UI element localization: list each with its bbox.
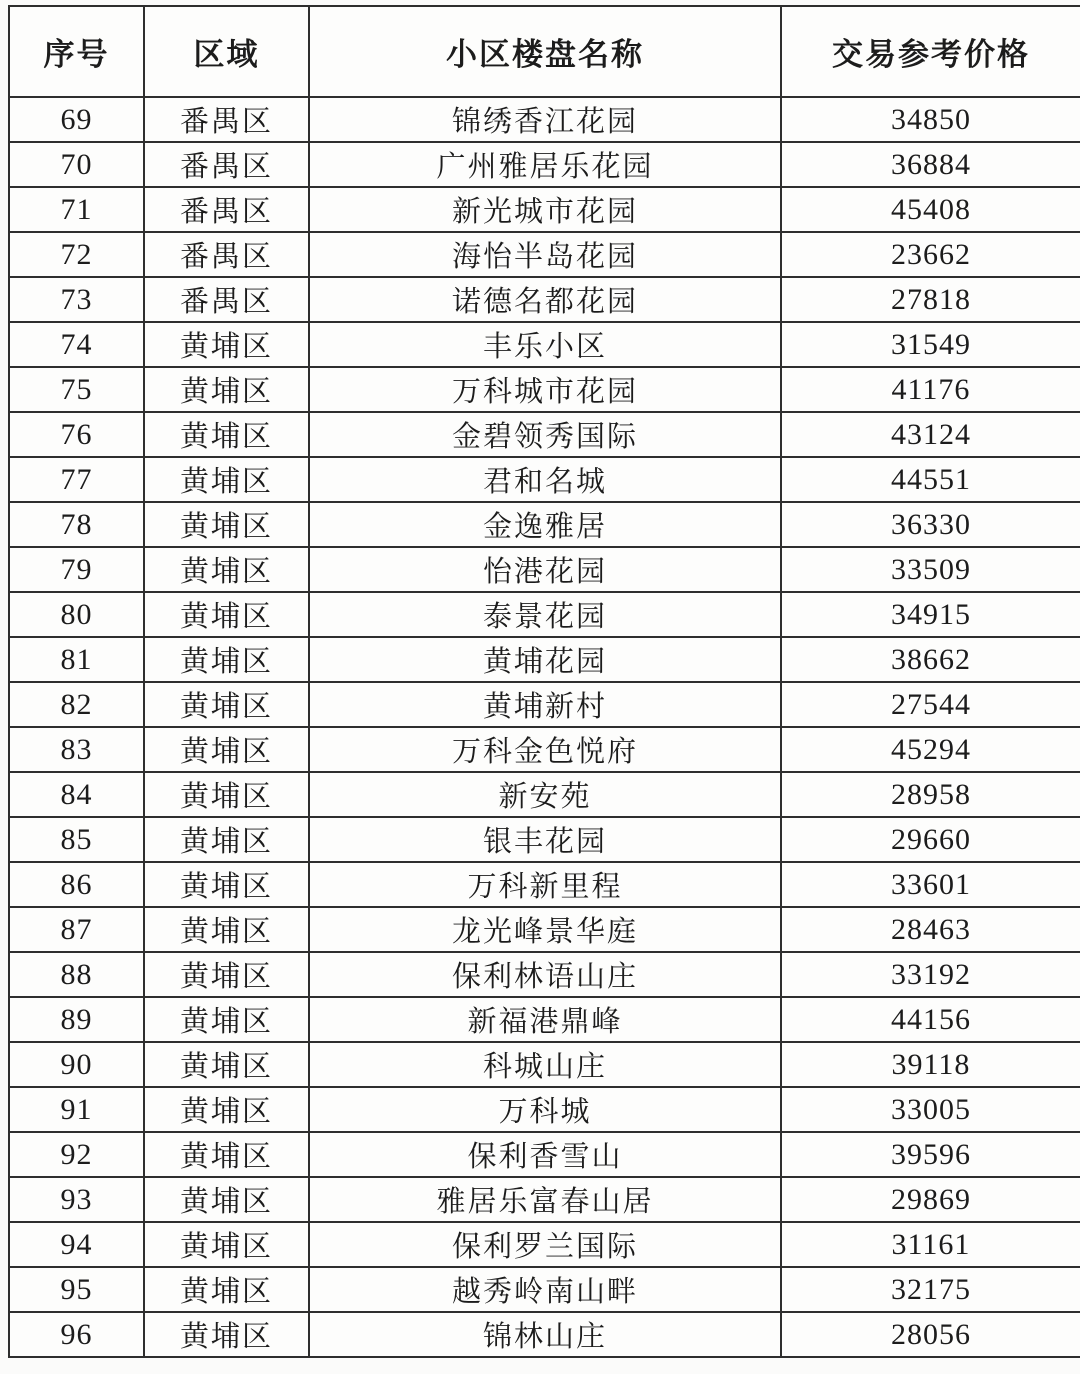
row-index-cell: 95 (9, 1267, 144, 1312)
price-cell: 28463 (781, 907, 1080, 952)
row-index-cell: 87 (9, 907, 144, 952)
row-index-cell: 83 (9, 727, 144, 772)
community-name-cell: 越秀岭南山畔 (309, 1267, 781, 1312)
row-index-cell: 89 (9, 997, 144, 1042)
community-name-cell: 新福港鼎峰 (309, 997, 781, 1042)
district-cell: 黄埔区 (144, 592, 309, 637)
table-row (9, 1312, 1080, 1357)
price-cell: 43124 (781, 412, 1080, 457)
price-cell: 33192 (781, 952, 1080, 997)
community-name-cell: 龙光峰景华庭 (309, 907, 781, 952)
row-index-cell: 81 (9, 637, 144, 682)
district-cell: 番禺区 (144, 277, 309, 322)
community-name-cell: 金逸雅居 (309, 502, 781, 547)
price-cell: 39118 (781, 1042, 1080, 1087)
community-name-cell: 丰乐小区 (309, 322, 781, 367)
district-cell: 番禺区 (144, 97, 309, 142)
row-index-cell: 78 (9, 502, 144, 547)
community-name-cell: 新光城市花园 (309, 187, 781, 232)
district-cell: 黄埔区 (144, 322, 309, 367)
row-index-cell: 69 (9, 97, 144, 142)
table-header (9, 6, 1080, 97)
district-cell: 黄埔区 (144, 457, 309, 502)
row-index-cell: 93 (9, 1177, 144, 1222)
row-index-cell: 92 (9, 1132, 144, 1177)
district-cell: 黄埔区 (144, 907, 309, 952)
district-cell: 番禺区 (144, 187, 309, 232)
table-row (9, 727, 1080, 772)
table-row (9, 232, 1080, 277)
community-name-cell: 泰景花园 (309, 592, 781, 637)
table-row (9, 502, 1080, 547)
table-row (9, 1267, 1080, 1312)
district-cell: 番禺区 (144, 142, 309, 187)
community-name-cell: 银丰花园 (309, 817, 781, 862)
price-cell: 45294 (781, 727, 1080, 772)
row-index-cell: 94 (9, 1222, 144, 1267)
price-cell: 36330 (781, 502, 1080, 547)
district-cell: 黄埔区 (144, 1312, 309, 1357)
district-cell: 黄埔区 (144, 367, 309, 412)
price-cell: 33005 (781, 1087, 1080, 1132)
price-cell: 29660 (781, 817, 1080, 862)
table-row (9, 277, 1080, 322)
row-index-cell: 86 (9, 862, 144, 907)
district-cell: 黄埔区 (144, 772, 309, 817)
table-header-row (9, 6, 1080, 97)
district-cell: 黄埔区 (144, 1132, 309, 1177)
district-cell: 黄埔区 (144, 817, 309, 862)
community-name-cell: 万科城 (309, 1087, 781, 1132)
table-row (9, 997, 1080, 1042)
district-cell: 黄埔区 (144, 502, 309, 547)
row-index-cell: 74 (9, 322, 144, 367)
table-row (9, 97, 1080, 142)
price-cell: 38662 (781, 637, 1080, 682)
community-name-cell: 万科新里程 (309, 862, 781, 907)
row-index-cell: 77 (9, 457, 144, 502)
table-row (9, 1042, 1080, 1087)
district-cell: 黄埔区 (144, 1177, 309, 1222)
price-cell: 29869 (781, 1177, 1080, 1222)
table-body (9, 97, 1080, 1357)
table-row (9, 1132, 1080, 1177)
district-cell: 黄埔区 (144, 952, 309, 997)
table-row (9, 142, 1080, 187)
table-row (9, 457, 1080, 502)
price-cell: 45408 (781, 187, 1080, 232)
community-name-cell: 保利罗兰国际 (309, 1222, 781, 1267)
table-row (9, 187, 1080, 232)
community-name-cell: 黄埔花园 (309, 637, 781, 682)
district-cell: 黄埔区 (144, 862, 309, 907)
community-name-cell: 锦绣香江花园 (309, 97, 781, 142)
price-cell: 36884 (781, 142, 1080, 187)
row-index-cell: 90 (9, 1042, 144, 1087)
column-header-price: 交易参考价格 (781, 6, 1080, 97)
price-cell: 34850 (781, 97, 1080, 142)
price-cell: 27544 (781, 682, 1080, 727)
community-name-cell: 广州雅居乐花园 (309, 142, 781, 187)
price-cell: 41176 (781, 367, 1080, 412)
column-header-index: 序号 (9, 6, 144, 97)
price-cell: 32175 (781, 1267, 1080, 1312)
column-header-district: 区域 (144, 6, 309, 97)
table-row (9, 1222, 1080, 1267)
table-row (9, 592, 1080, 637)
row-index-cell: 80 (9, 592, 144, 637)
table-row (9, 637, 1080, 682)
district-cell: 黄埔区 (144, 1042, 309, 1087)
community-name-cell: 黄埔新村 (309, 682, 781, 727)
price-cell: 31161 (781, 1222, 1080, 1267)
table-row (9, 907, 1080, 952)
community-name-cell: 保利林语山庄 (309, 952, 781, 997)
price-cell: 39596 (781, 1132, 1080, 1177)
row-index-cell: 76 (9, 412, 144, 457)
row-index-cell: 72 (9, 232, 144, 277)
table-row (9, 1087, 1080, 1132)
price-cell: 33509 (781, 547, 1080, 592)
district-cell: 黄埔区 (144, 412, 309, 457)
table-row (9, 1177, 1080, 1222)
community-name-cell: 金碧领秀国际 (309, 412, 781, 457)
row-index-cell: 79 (9, 547, 144, 592)
district-cell: 黄埔区 (144, 547, 309, 592)
community-name-cell: 万科城市花园 (309, 367, 781, 412)
district-cell: 黄埔区 (144, 682, 309, 727)
price-reference-table (8, 5, 1080, 1358)
row-index-cell: 70 (9, 142, 144, 187)
price-cell: 34915 (781, 592, 1080, 637)
row-index-cell: 91 (9, 1087, 144, 1132)
community-name-cell: 科城山庄 (309, 1042, 781, 1087)
district-cell: 番禺区 (144, 232, 309, 277)
table-row (9, 322, 1080, 367)
price-cell: 44551 (781, 457, 1080, 502)
table-row (9, 772, 1080, 817)
table-row (9, 682, 1080, 727)
price-cell: 31549 (781, 322, 1080, 367)
table-row (9, 547, 1080, 592)
price-cell: 23662 (781, 232, 1080, 277)
community-name-cell: 怡港花园 (309, 547, 781, 592)
district-cell: 黄埔区 (144, 727, 309, 772)
row-index-cell: 82 (9, 682, 144, 727)
community-name-cell: 保利香雪山 (309, 1132, 781, 1177)
community-name-cell: 诺德名都花园 (309, 277, 781, 322)
table-row (9, 862, 1080, 907)
row-index-cell: 71 (9, 187, 144, 232)
row-index-cell: 73 (9, 277, 144, 322)
row-index-cell: 84 (9, 772, 144, 817)
district-cell: 黄埔区 (144, 997, 309, 1042)
price-cell: 28958 (781, 772, 1080, 817)
district-cell: 黄埔区 (144, 1267, 309, 1312)
price-cell: 28056 (781, 1312, 1080, 1357)
table-row (9, 412, 1080, 457)
table-row (9, 817, 1080, 862)
district-cell: 黄埔区 (144, 1222, 309, 1267)
row-index-cell: 96 (9, 1312, 144, 1357)
community-name-cell: 君和名城 (309, 457, 781, 502)
table-row (9, 952, 1080, 997)
price-cell: 27818 (781, 277, 1080, 322)
district-cell: 黄埔区 (144, 1087, 309, 1132)
community-name-cell: 新安苑 (309, 772, 781, 817)
row-index-cell: 88 (9, 952, 144, 997)
row-index-cell: 75 (9, 367, 144, 412)
row-index-cell: 85 (9, 817, 144, 862)
community-name-cell: 海怡半岛花园 (309, 232, 781, 277)
table-row (9, 367, 1080, 412)
community-name-cell: 锦林山庄 (309, 1312, 781, 1357)
price-cell: 44156 (781, 997, 1080, 1042)
column-header-community-name: 小区楼盘名称 (309, 6, 781, 97)
community-name-cell: 雅居乐富春山居 (309, 1177, 781, 1222)
district-cell: 黄埔区 (144, 637, 309, 682)
community-name-cell: 万科金色悦府 (309, 727, 781, 772)
price-cell: 33601 (781, 862, 1080, 907)
